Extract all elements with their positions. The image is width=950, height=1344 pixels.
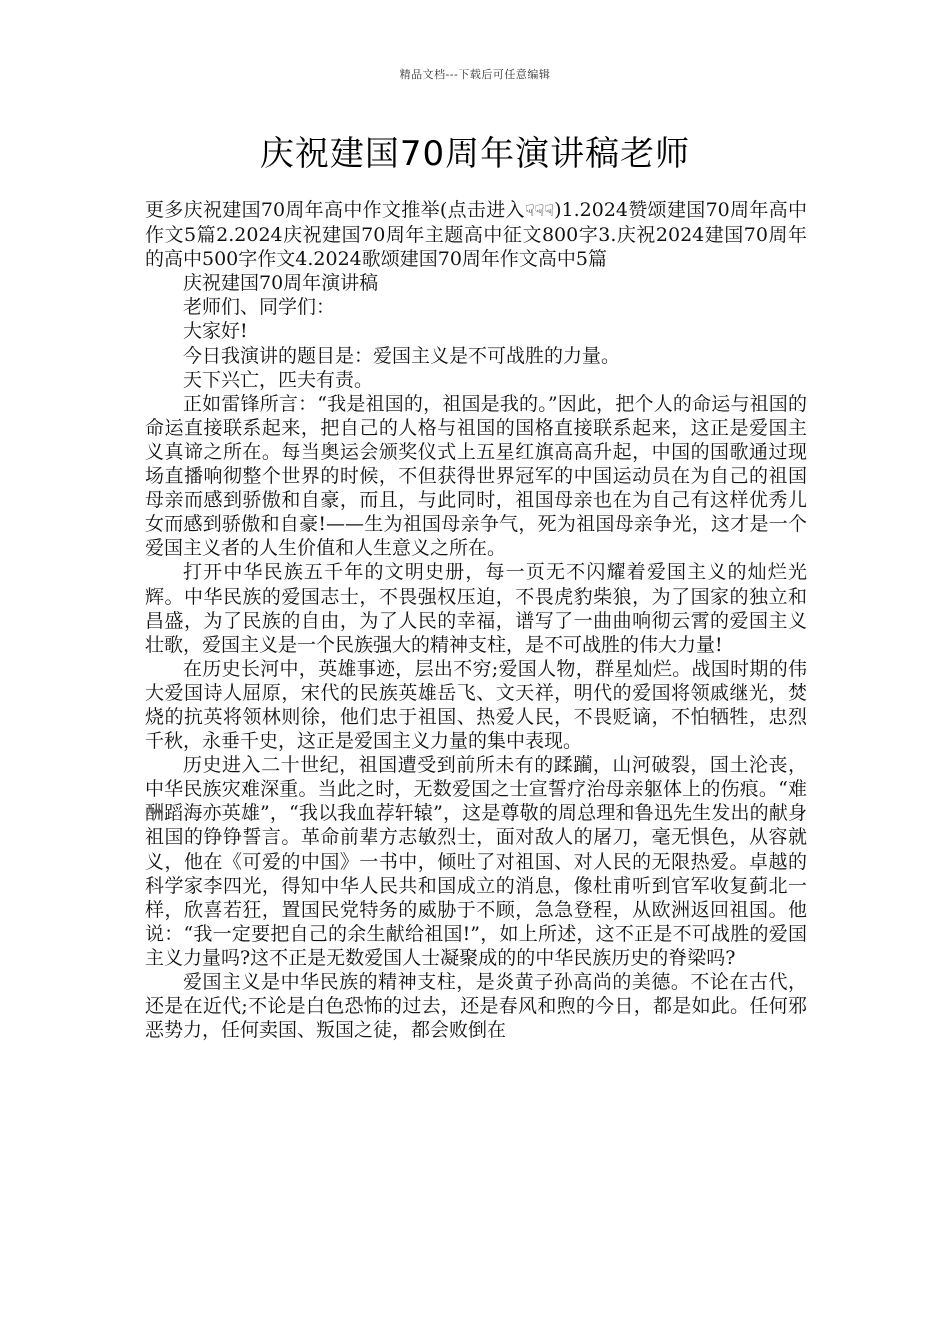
body-paragraph: 爱国主义是中华民族的精神支柱，是炎黄子孙高尚的美德。不论在古代，还是在近代;不论是白色恐怖的过去，还是春风和煦的今日，都是如此。任何邪恶势力，任何卖国、叛国之徒，都会败倒在	[145, 971, 807, 1042]
greeting: 大家好!	[183, 320, 248, 343]
speech-title: 庆祝建国70周年演讲稿	[183, 272, 379, 295]
pointing-hand-icon: ☟☟☟	[524, 201, 555, 220]
body-paragraph: 打开中华民族五千年的文明史册，每一页无不闪耀着爱国主义的灿烂光辉。中华民族的爱国志士，不畏强权压迫，不畏虎豹柴狼，为了国家的独立和昌盛，为了民族的自由，为了人民的幸福，谱写了一曲曲响彻云霄的爱国主义壮歌，爱国主义是一个民族强大的精神支柱，是不可战胜的伟大力量!	[145, 561, 807, 656]
intro-text-after: )1.2024赞颂建国70周年高中作文5篇2.2024庆祝建国70周年主题高中征文800字3.庆祝2024建国70周年的高中500字作文4.2024歌颂建国70周年作文高中5篇	[145, 199, 808, 271]
document-body	[145, 198, 807, 1042]
page-title: 庆祝建国70周年演讲稿老师	[259, 134, 691, 174]
body-paragraph: 在历史长河中，英雄事迹，层出不穷;爱国人物，群星灿烂。战国时期的伟大爱国诗人屈原，宋代的民族英雄岳飞、文天祥，明代的爱国将领戚继光，焚烧的抗英将领林则徐，他们忠于祖国、热爱人民，不畏贬谪，不怕牺牲，忠烈千秋，永垂千史，这正是爱国主义力量的集中表现。	[145, 657, 807, 753]
header-note: 精品文档---下载后可任意编辑	[399, 68, 551, 81]
body-paragraph: 正如雷锋所言：“我是祖国的，祖国是我的。”因此，把个人的命运与祖国的命运直接联系起来，把自己的人格与祖国的国格直接联系起来，这正是爱国主义真谛之所在。每当奥运会颁奖仪式上五星红旗高高升起，中国的国歌通过现场直播响彻整个世界的时候，不但获得世界冠军的中国运动员在为自己的祖国母亲而感到骄傲和自豪，而且，与此同时，祖国母亲也在为自己有这样优秀儿女而感到骄傲和自豪!——生为祖国母亲争气，死为祖国母亲争光，这才是一个爱国主义者的人生价值和人生意义之所在。	[145, 392, 807, 560]
topic-paragraph: 今日我演讲的题目是：爱国主义是不可战胜的力量。	[183, 344, 621, 367]
intro-paragraph	[145, 198, 807, 271]
intro-text-before: 更多庆祝建国70周年高中作文推举(点击进入	[145, 199, 525, 221]
salutation: 老师们、同学们：	[183, 296, 336, 319]
body-paragraph: 天下兴亡，匹夫有责。	[183, 368, 374, 391]
body-paragraph: 历史进入二十世纪，祖国遭受到前所未有的蹂躏，山河破裂，国土沦丧，中华民族灾难深重。当此之时，无数爱国之士宣誓疗治母亲躯体上的伤痕。“难酬蹈海亦英雄”，“我以我血荐轩辕”，这是尊敬的周总理和鲁迅先生发出的献身祖国的铮铮誓言。革命前辈方志敏烈士，面对敌人的屠刀，毫无惧色，从容就义，他在《可爱的中国》一书中，倾吐了对祖国、对人民的无限热爱。卓越的科学家李四光，得知中华人民共和国成立的消息，像杜甫听到官军收复蓟北一样，欣喜若狂，置国民党特务的威胁于不顾，急急登程，从欧洲返回祖国。他说：“我一定要把自己的余生献给祖国!”，如上所述，这不正是不可战胜的爱国主义力量吗?这不正是无数爱国人士凝聚成的的中华民族历史的脊梁吗?	[145, 754, 807, 969]
